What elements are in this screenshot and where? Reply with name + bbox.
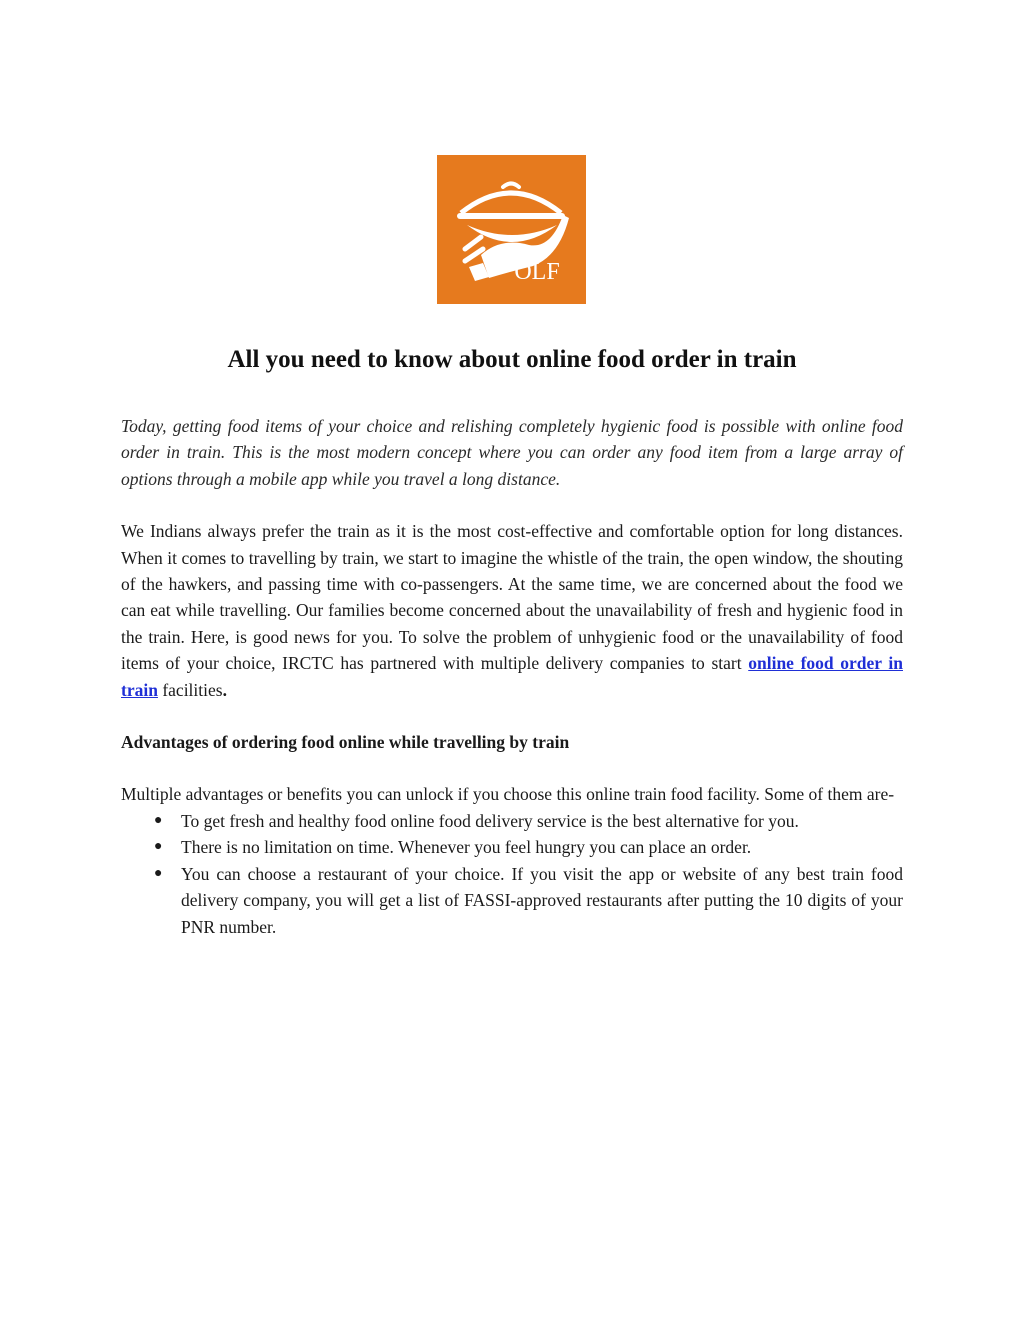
article — [121, 340, 903, 940]
cloche-hand-icon — [437, 155, 586, 304]
bullet-icon: ● — [154, 865, 163, 881]
list-item — [154, 861, 903, 940]
bullet-icon: ● — [154, 812, 163, 828]
list-item-text: To get fresh and healthy food online food delivery service is the best alternative for you. — [181, 810, 799, 831]
body-paragraph-period: . — [222, 679, 227, 700]
list-item — [154, 808, 903, 834]
body-paragraph-text: We Indians always prefer the train as it is the most cost-effective and comfortable option for long distances. When it comes to travelling by train, we start to imagine the whistle of the train, the open window, the shouting of the hawkers, and passing time with co-passengers. At the same time, we are concerned about the food we can eat while travelling. Our families become concerned about the unavailability of fresh and hygienic food in the train. Here, is good news for you. To solve the problem of unhygienic food or the unavailability of food items of your choice, IRCTC has partnered with multiple delivery companies to start — [121, 521, 903, 674]
logo-text: OLF — [514, 259, 560, 285]
online-food-order-link[interactable]: online food order in train — [121, 653, 903, 700]
advantages-list — [121, 808, 903, 940]
page-title: All you need to know about online food order in train — [227, 346, 797, 373]
body-paragraph-end: facilities — [162, 679, 223, 700]
list-item — [154, 834, 903, 860]
list-item-text: There is no limitation on time. Whenever you feel hungry you can place an order. — [181, 837, 752, 858]
brand-logo — [437, 155, 586, 304]
intro-paragraph: Today, getting food items of your choice and relishing completely hygienic food is possible with online food order in train. This is the most modern concept where you can order any food item from a large array of options through a mobile app while you travel a long distance. — [121, 416, 903, 489]
list-item-text: You can choose a restaurant of your choice. If you visit the app or website of any best train food delivery company, you will get a list of FASSI-approved restaurants after putting the 10 digits of your PNR number. — [181, 863, 903, 937]
bullet-icon: ● — [154, 839, 163, 855]
advantages-lead: Multiple advantages or benefits you can unlock if you choose this online train food facility. Some of them are- — [121, 784, 895, 805]
body-paragraph — [121, 518, 903, 703]
advantages-heading: Advantages of ordering food online while travelling by train — [121, 732, 570, 753]
